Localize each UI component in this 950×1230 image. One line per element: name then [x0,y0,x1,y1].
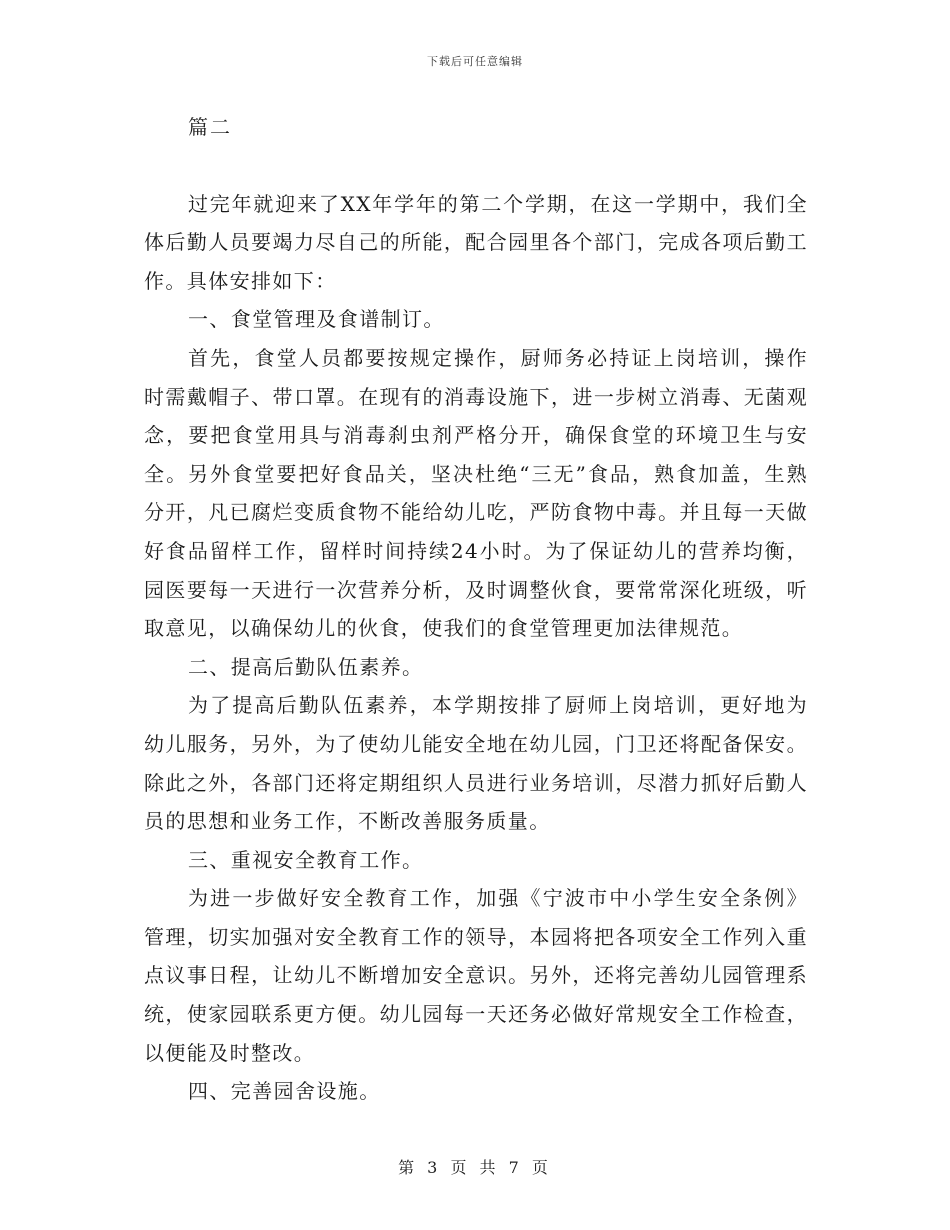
heading-staff-quality: 二、提高后勤队伍素养。 [188,654,424,679]
page-header-note: 下载后可任意编辑 [427,55,523,68]
section-spacer [144,147,808,185]
section-title: 篇二 [188,115,232,139]
heading-facilities: 四、完善园舍设施。 [188,1079,381,1104]
paragraph-intro: 过完年就迎来了XX年学年的第二个学期，在这一学期中，我们全体后勤人员要竭力尽自己的所能，配合园里各个部门，完成各项后勤工作。具体安排如下： [144,191,808,293]
paragraph-staff: 为了提高后勤队伍素养，本学期按排了厨师上岗培训，更好地为幼儿服务，另外，为了使幼儿能安全地在幼儿园，门卫还将配备保安。除此之外，各部门还将定期组织人员进行业务培训，尽潜力抓好后勤人员的思想和业务工作，不断改善服务质量。 [144,693,808,834]
paragraph-safety: 为进一步做好安全教育工作，加强《宁波市中小学生安全条例》管理，切实加强对安全教育工作的领导，本园将把各项安全工作列入重点议事日程，让幼儿不断增加安全意识。另外，还将完善幼儿园管理系统，使家园联系更方便。幼儿园每一天还务必做好常规安全工作检查，以便能及时整改。 [144,886,808,1065]
heading-safety-education: 三、重视安全教育工作。 [188,847,424,872]
heading-canteen-management: 一、食堂管理及食谱制订。 [188,307,445,332]
page-number: 第 3 页 共 7 页 [398,1158,552,1177]
document-body [144,108,808,1111]
paragraph-canteen: 首先，食堂人员都要按规定操作，厨师务必持证上岗培训，操作时需戴帽子、带口罩。在现有的消毒设施下，进一步树立消毒、无菌观念，要把食堂用具与消毒刹虫剂严格分开，确保食堂的环境卫生与安全。另外食堂要把好食品关，坚决杜绝“三无”食品，熟食加盖，生熟分开，凡已腐烂变质食物不能给幼儿吃，严防食物中毒。并且每一天做好食品留样工作，留样时间持续24小时。为了保证幼儿的营养均衡，园医要每一天进行一次营养分析，及时调整伙食，要常常深化班级，听取意见，以确保幼儿的伙食，使我们的食堂管理更加法律规范。 [144,345,808,641]
